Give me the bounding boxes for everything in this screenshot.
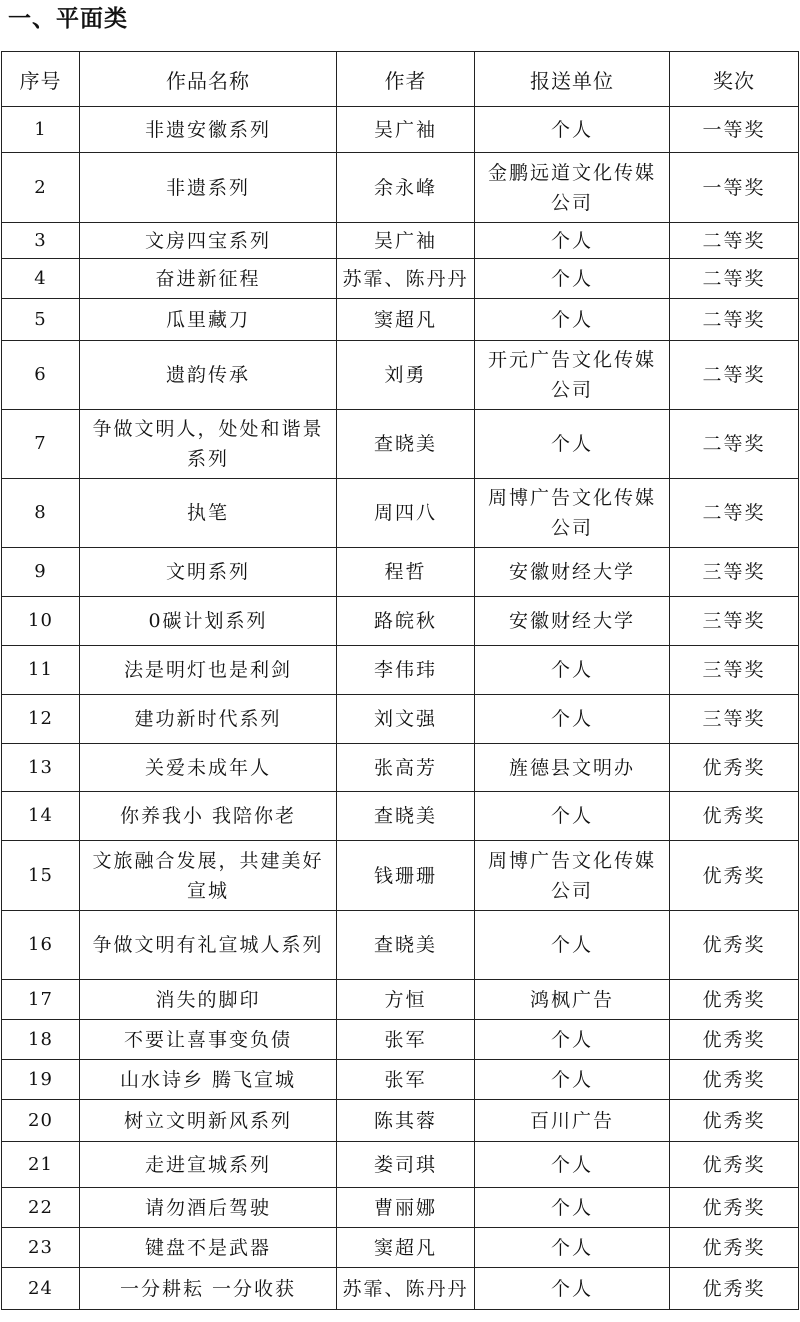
cell-no: 8 — [2, 479, 80, 548]
cell-award: 优秀奖 — [670, 980, 799, 1020]
cell-no: 12 — [2, 695, 80, 744]
cell-no: 2 — [2, 153, 80, 223]
cell-title: 走进宣城系列 — [80, 1142, 337, 1188]
cell-no: 6 — [2, 341, 80, 410]
table-row — [2, 548, 799, 597]
header-award: 奖次 — [670, 52, 799, 107]
cell-title: 0碳计划系列 — [80, 597, 337, 646]
cell-award: 优秀奖 — [670, 1100, 799, 1142]
cell-author: 程哲 — [337, 548, 475, 597]
table-row — [2, 1228, 799, 1268]
cell-title: 争做文明人，处处和谐景系列 — [80, 410, 337, 479]
cell-award: 优秀奖 — [670, 1020, 799, 1060]
cell-no: 19 — [2, 1060, 80, 1100]
header-row — [2, 52, 799, 107]
table-row — [2, 744, 799, 792]
cell-title: 请勿酒后驾驶 — [80, 1188, 337, 1228]
header-no: 序号 — [2, 52, 80, 107]
cell-author: 方恒 — [337, 980, 475, 1020]
cell-award: 一等奖 — [670, 107, 799, 153]
cell-unit: 个人 — [475, 1020, 670, 1060]
table-row — [2, 911, 799, 980]
cell-award: 优秀奖 — [670, 1188, 799, 1228]
cell-title: 瓜里藏刀 — [80, 299, 337, 341]
cell-award: 三等奖 — [670, 548, 799, 597]
cell-author: 张军 — [337, 1020, 475, 1060]
cell-unit: 周博广告文化传媒公司 — [475, 479, 670, 548]
cell-author: 窦超凡 — [337, 299, 475, 341]
table-row — [2, 259, 799, 299]
cell-title: 遗韵传承 — [80, 341, 337, 410]
header-author: 作者 — [337, 52, 475, 107]
cell-no: 1 — [2, 107, 80, 153]
table-row — [2, 1142, 799, 1188]
cell-unit: 个人 — [475, 223, 670, 259]
cell-author: 苏霏、陈丹丹 — [337, 259, 475, 299]
cell-unit: 个人 — [475, 1228, 670, 1268]
cell-no: 5 — [2, 299, 80, 341]
cell-title: 文旅融合发展，共建美好宣城 — [80, 841, 337, 911]
awards-table — [1, 51, 799, 1310]
table-row — [2, 107, 799, 153]
cell-title: 文明系列 — [80, 548, 337, 597]
cell-unit: 个人 — [475, 107, 670, 153]
cell-unit: 金鹏远道文化传媒公司 — [475, 153, 670, 223]
cell-unit: 个人 — [475, 1142, 670, 1188]
cell-author: 曹丽娜 — [337, 1188, 475, 1228]
cell-author: 查晓美 — [337, 792, 475, 841]
cell-unit: 个人 — [475, 646, 670, 695]
cell-author: 苏霏、陈丹丹 — [337, 1268, 475, 1310]
table-row — [2, 646, 799, 695]
cell-award: 二等奖 — [670, 479, 799, 548]
cell-title: 文房四宝系列 — [80, 223, 337, 259]
cell-title: 不要让喜事变负债 — [80, 1020, 337, 1060]
cell-unit: 个人 — [475, 410, 670, 479]
cell-author: 钱珊珊 — [337, 841, 475, 911]
cell-no: 21 — [2, 1142, 80, 1188]
cell-title: 山水诗乡 腾飞宣城 — [80, 1060, 337, 1100]
cell-award: 三等奖 — [670, 695, 799, 744]
cell-title: 奋进新征程 — [80, 259, 337, 299]
cell-title: 执笔 — [80, 479, 337, 548]
cell-title: 一分耕耘 一分收获 — [80, 1268, 337, 1310]
cell-unit: 鸿枫广告 — [475, 980, 670, 1020]
cell-unit: 周博广告文化传媒公司 — [475, 841, 670, 911]
cell-award: 二等奖 — [670, 299, 799, 341]
cell-no: 10 — [2, 597, 80, 646]
cell-award: 优秀奖 — [670, 1268, 799, 1310]
cell-title: 非遗安徽系列 — [80, 107, 337, 153]
cell-no: 24 — [2, 1268, 80, 1310]
cell-author: 吴广袖 — [337, 223, 475, 259]
cell-title: 非遗系列 — [80, 153, 337, 223]
cell-no: 14 — [2, 792, 80, 841]
cell-award: 优秀奖 — [670, 1228, 799, 1268]
cell-no: 16 — [2, 911, 80, 980]
table-row — [2, 223, 799, 259]
cell-author: 张高芳 — [337, 744, 475, 792]
table-row — [2, 1020, 799, 1060]
table-row — [2, 841, 799, 911]
cell-no: 15 — [2, 841, 80, 911]
cell-unit: 个人 — [475, 1268, 670, 1310]
cell-title: 法是明灯也是利剑 — [80, 646, 337, 695]
cell-no: 17 — [2, 980, 80, 1020]
table-row — [2, 597, 799, 646]
cell-award: 优秀奖 — [670, 841, 799, 911]
cell-unit: 个人 — [475, 911, 670, 980]
table-row — [2, 479, 799, 548]
table-row — [2, 1188, 799, 1228]
cell-no: 9 — [2, 548, 80, 597]
cell-award: 二等奖 — [670, 410, 799, 479]
cell-unit: 个人 — [475, 695, 670, 744]
section-title: 一、平面类 — [8, 6, 128, 32]
cell-award: 三等奖 — [670, 646, 799, 695]
header-unit: 报送单位 — [475, 52, 670, 107]
header-title: 作品名称 — [80, 52, 337, 107]
cell-unit: 安徽财经大学 — [475, 597, 670, 646]
cell-author: 娄司琪 — [337, 1142, 475, 1188]
cell-award: 优秀奖 — [670, 1060, 799, 1100]
table-row — [2, 153, 799, 223]
cell-title: 关爱未成年人 — [80, 744, 337, 792]
cell-title: 你养我小 我陪你老 — [80, 792, 337, 841]
cell-unit: 个人 — [475, 259, 670, 299]
cell-award: 优秀奖 — [670, 744, 799, 792]
cell-author: 余永峰 — [337, 153, 475, 223]
table-row — [2, 1100, 799, 1142]
cell-author: 刘文强 — [337, 695, 475, 744]
cell-no: 3 — [2, 223, 80, 259]
cell-unit: 个人 — [475, 1060, 670, 1100]
cell-unit: 旌德县文明办 — [475, 744, 670, 792]
table-row — [2, 980, 799, 1020]
table-row — [2, 410, 799, 479]
table-row — [2, 695, 799, 744]
cell-author: 周四八 — [337, 479, 475, 548]
table-row — [2, 1268, 799, 1310]
cell-author: 查晓美 — [337, 911, 475, 980]
cell-award: 二等奖 — [670, 341, 799, 410]
cell-award: 优秀奖 — [670, 1142, 799, 1188]
table-row — [2, 792, 799, 841]
cell-no: 18 — [2, 1020, 80, 1060]
table-header — [2, 52, 799, 107]
cell-author: 刘勇 — [337, 341, 475, 410]
cell-author: 窦超凡 — [337, 1228, 475, 1268]
cell-unit: 个人 — [475, 299, 670, 341]
cell-no: 13 — [2, 744, 80, 792]
cell-no: 11 — [2, 646, 80, 695]
cell-award: 二等奖 — [670, 259, 799, 299]
cell-unit: 个人 — [475, 792, 670, 841]
cell-no: 23 — [2, 1228, 80, 1268]
cell-unit: 开元广告文化传媒公司 — [475, 341, 670, 410]
cell-author: 李伟玮 — [337, 646, 475, 695]
cell-title: 树立文明新风系列 — [80, 1100, 337, 1142]
cell-award: 优秀奖 — [670, 792, 799, 841]
cell-unit: 个人 — [475, 1188, 670, 1228]
cell-title: 争做文明有礼宣城人系列 — [80, 911, 337, 980]
cell-title: 建功新时代系列 — [80, 695, 337, 744]
table-row — [2, 1060, 799, 1100]
cell-unit: 安徽财经大学 — [475, 548, 670, 597]
cell-title: 消失的脚印 — [80, 980, 337, 1020]
cell-author: 陈其蓉 — [337, 1100, 475, 1142]
table-body — [2, 107, 799, 1310]
cell-author: 路皖秋 — [337, 597, 475, 646]
cell-author: 查晓美 — [337, 410, 475, 479]
cell-author: 张军 — [337, 1060, 475, 1100]
cell-award: 三等奖 — [670, 597, 799, 646]
cell-title: 键盘不是武器 — [80, 1228, 337, 1268]
cell-award: 二等奖 — [670, 223, 799, 259]
cell-no: 22 — [2, 1188, 80, 1228]
cell-award: 优秀奖 — [670, 911, 799, 980]
cell-no: 20 — [2, 1100, 80, 1142]
cell-no: 4 — [2, 259, 80, 299]
cell-no: 7 — [2, 410, 80, 479]
cell-unit: 百川广告 — [475, 1100, 670, 1142]
table-row — [2, 299, 799, 341]
cell-author: 吴广袖 — [337, 107, 475, 153]
table-row — [2, 341, 799, 410]
cell-award: 一等奖 — [670, 153, 799, 223]
